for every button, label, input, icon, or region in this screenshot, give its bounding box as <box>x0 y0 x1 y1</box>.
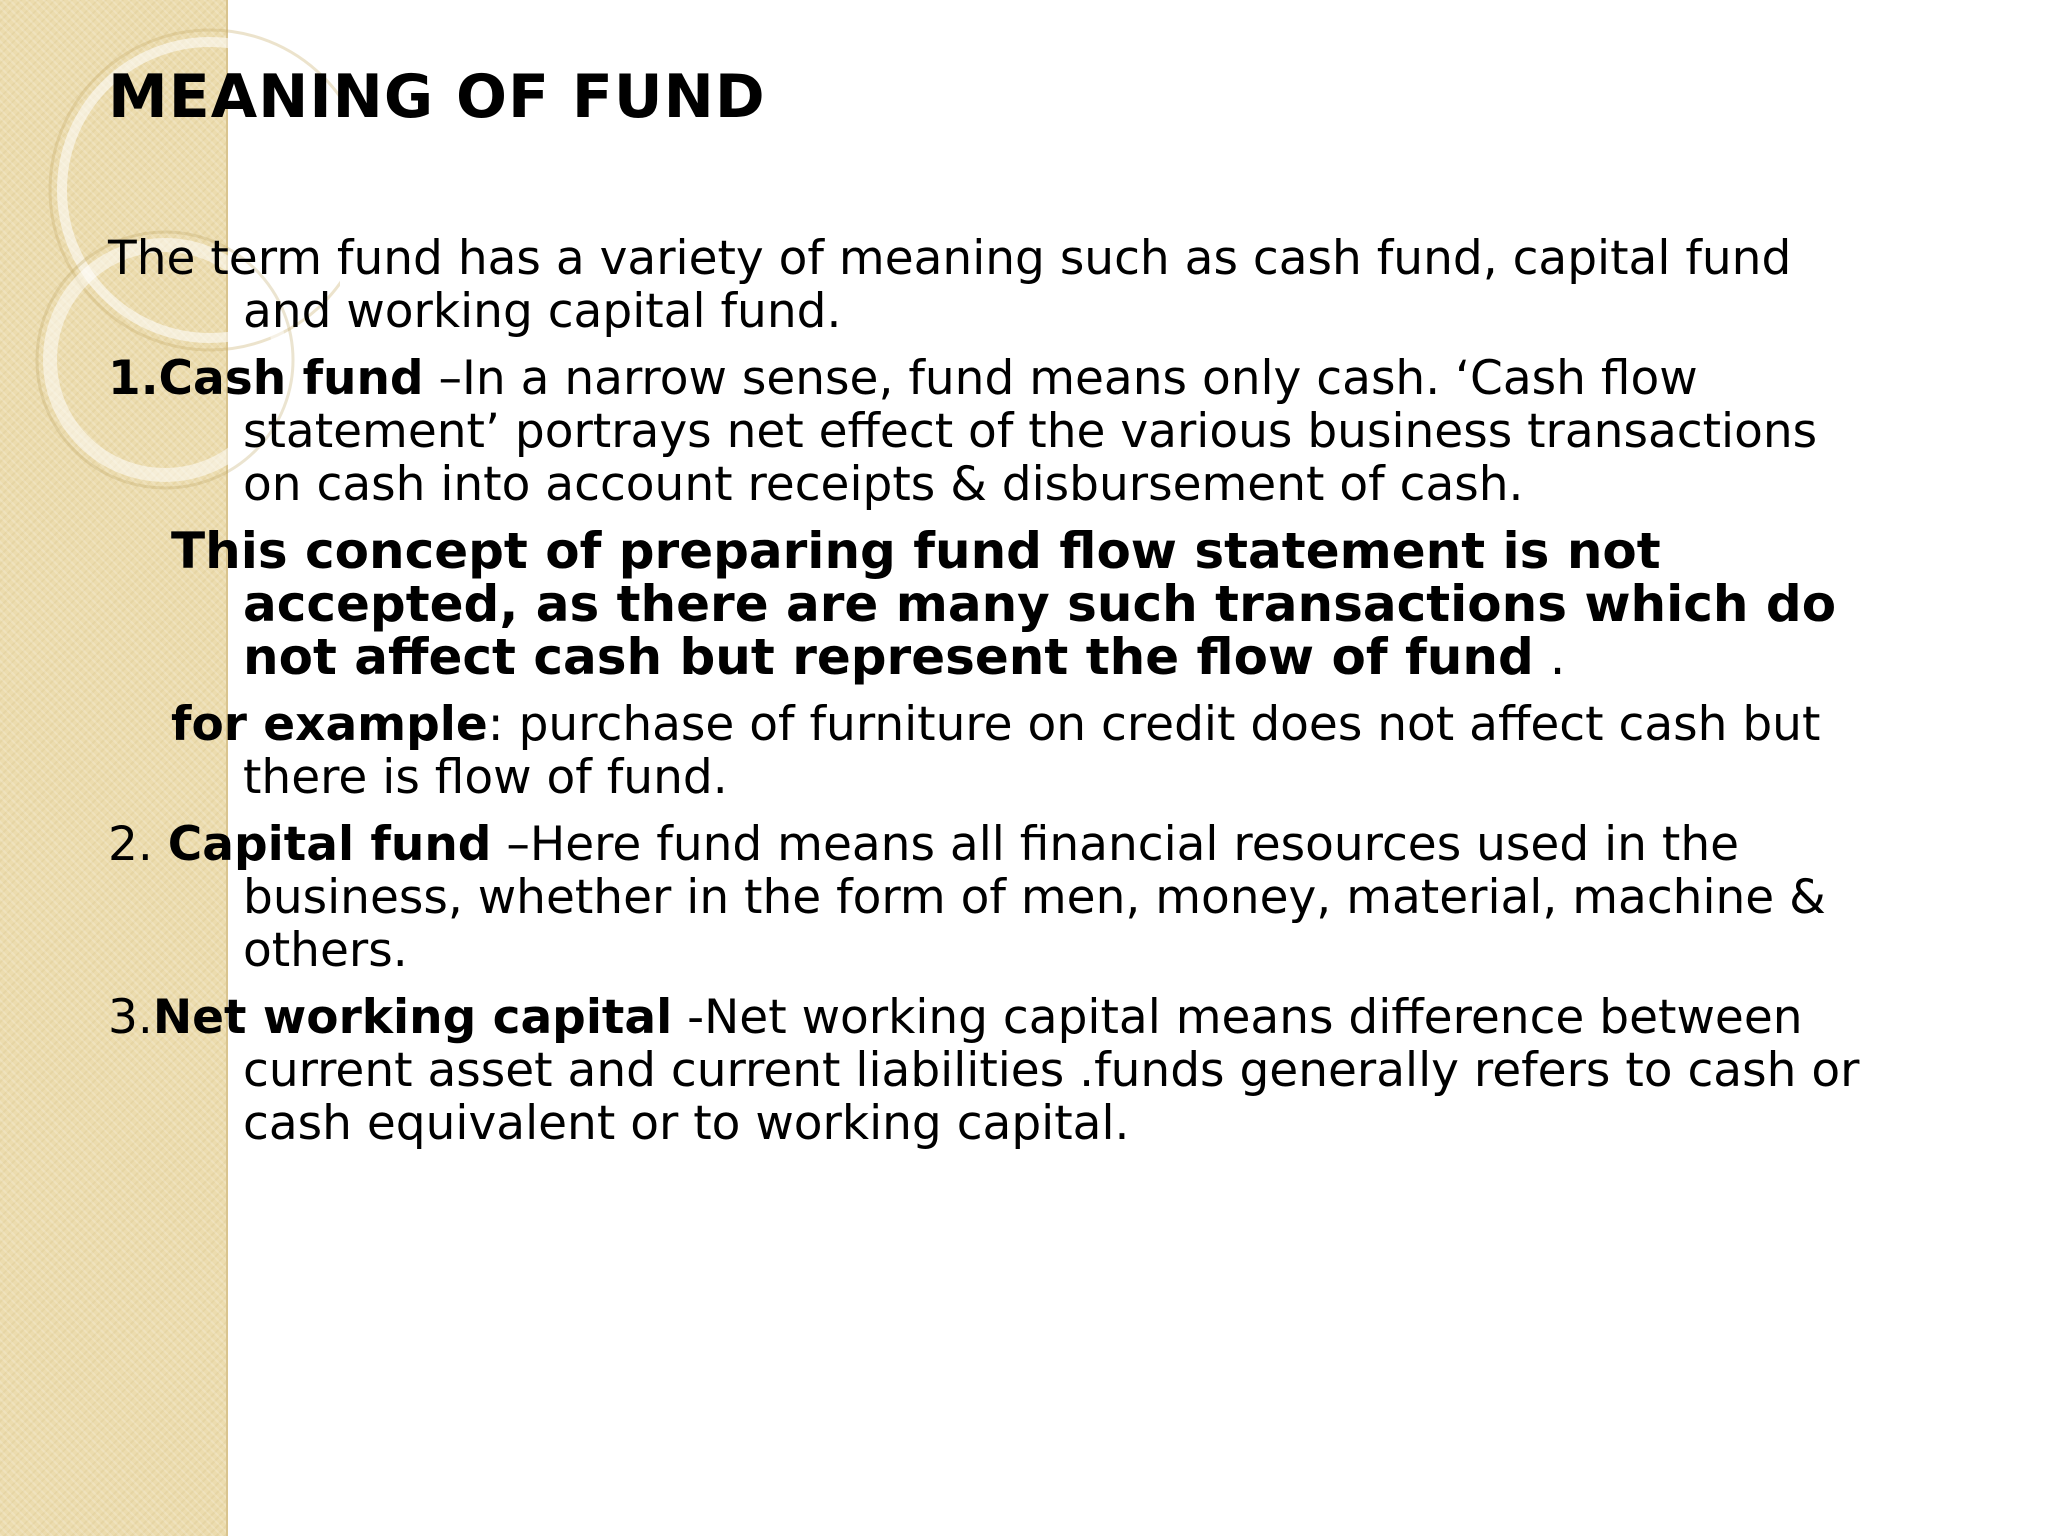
cash-fund-text: –In a narrow sense, fund means only cash. ‘Cash flow statement’ portrays net effect of the various business transactions on cash into account receipts & disbursement of cash. <box>243 351 1818 512</box>
slide-body <box>108 232 1868 1150</box>
cash-fund-item <box>108 352 1868 511</box>
net-working-capital-number: 3. <box>108 990 153 1045</box>
net-working-capital-text: -Net working capital means difference between current asset and current liabilities .funds generally refers to cash or cash equivalent or to working capital. <box>243 990 1860 1151</box>
example-paragraph <box>108 698 1868 804</box>
concept-note <box>108 522 1868 686</box>
capital-fund-text: –Here fund means all financial resources used in the business, whether in the form of men, money, material, machine & others. <box>243 817 1826 978</box>
net-working-capital-item <box>108 991 1868 1150</box>
intro-paragraph: The term fund has a variety of meaning such as cash fund, capital fund and working capital fund. <box>108 231 1792 339</box>
capital-fund-number: 2. <box>108 817 168 872</box>
example-text: : purchase of furniture on credit does not affect cash but there is flow of fund. <box>243 697 1821 805</box>
concept-note-end: . <box>1533 628 1566 686</box>
example-heading: for example <box>171 697 488 752</box>
concept-note-text: This concept of preparing fund flow statement is not accepted, as there are many such transactions which do not affect cash but represent the flow of fund <box>171 522 1837 686</box>
capital-fund-heading: Capital fund <box>167 817 492 872</box>
capital-fund-item <box>108 818 1868 977</box>
net-working-capital-heading: Net working capital <box>152 990 673 1045</box>
cash-fund-heading: 1.Cash fund <box>108 351 424 406</box>
slide-title: MEANING OF FUND <box>108 62 766 132</box>
